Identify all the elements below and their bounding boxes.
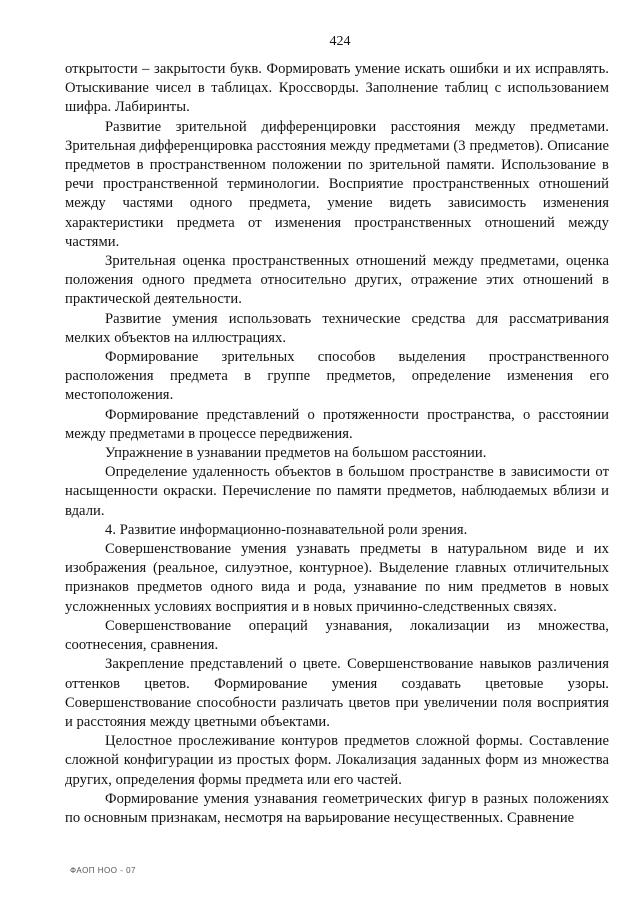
paragraph-8: Определение удаленность объектов в большом пространстве в зависимости от насыщенности окраски. Перечисление по памяти предметов, наблюдаемых вблизи и вдали. <box>65 464 609 519</box>
paragraph-2: Развитие зрительной дифференцировки расстояния между предметами. Зрительная дифференцировка расстояния между предметами (3 предметов). Описание предметов в пространственном положении по зрительной памяти. Использование в речи пространственной терминологии. Восприятие пространственных отношений между частями одного предмета, умение видеть зависимость изменения характеристики предмета от изменения пространственных отношений между частями. <box>65 118 609 250</box>
paragraph-6: Формирование представлений о протяженности пространства, о расстоянии между предметами в процессе передвижения. <box>65 406 609 442</box>
paragraph-11: Совершенствование операций узнавания, локализации из множества, соотнесения, сравнения. <box>65 617 609 654</box>
paragraph-13: Целостное прослеживание контуров предметов сложной формы. Составление сложной конфигурации из простых форм. Локализация заданных форм из множества других, определения формы предмета или его частей. <box>65 733 609 788</box>
paragraph-10: Совершенствование умения узнавать предметы в натуральном виде и их изображения (реальное, силуэтное, контурное). Выделение главных отличительных признаков предметов одного вида и рода, узнавание по ним предметов в новых усложненных условиях восприятия и в новых причинно-следственных связях. <box>65 541 609 615</box>
section-heading: 4. Развитие информационно-познавательной роли зрения. <box>105 521 468 538</box>
page-number: 424 <box>329 34 351 49</box>
footer-code: ФАОП НОО - 07 <box>70 866 136 875</box>
paragraph-3: Зрительная оценка пространственных отношений между предметами, оценка положения одного предмета относительно других, отражение этих отношений в практической деятельности. <box>65 253 609 308</box>
paragraph-7: Упражнение в узнавании предметов на большом расстоянии. <box>105 445 487 462</box>
paragraph-4: Развитие умения использовать технические средства для рассматривания мелких объектов на иллюстрациях. <box>65 310 609 346</box>
paragraph-12: Закрепление представлений о цвете. Совершенствование навыков различения оттенков цветов. Формирование умения создавать цветовые узоры. Совершенствование способности различать цветов при увеличении поля восприятия и расстояния между цветными объектами. <box>65 656 609 730</box>
paragraph-5: Формирование зрительных способов выделения пространственного расположения предмета в группе предметов, определение изменения его местоположения. <box>65 349 609 404</box>
paragraph-14: Формирование умения узнавания геометрических фигур в разных положениях по основным признакам, несмотря на варьирование несущественных. Сравнение <box>65 790 609 826</box>
paragraph-1: открытости – закрытости букв. Формировать умение искать ошибки и их исправлять. Отыскивание чисел в таблицах. Кроссворды. Заполнение таблиц с использованием шифра. Лабиринты. <box>65 61 609 116</box>
body-text <box>65 60 609 828</box>
